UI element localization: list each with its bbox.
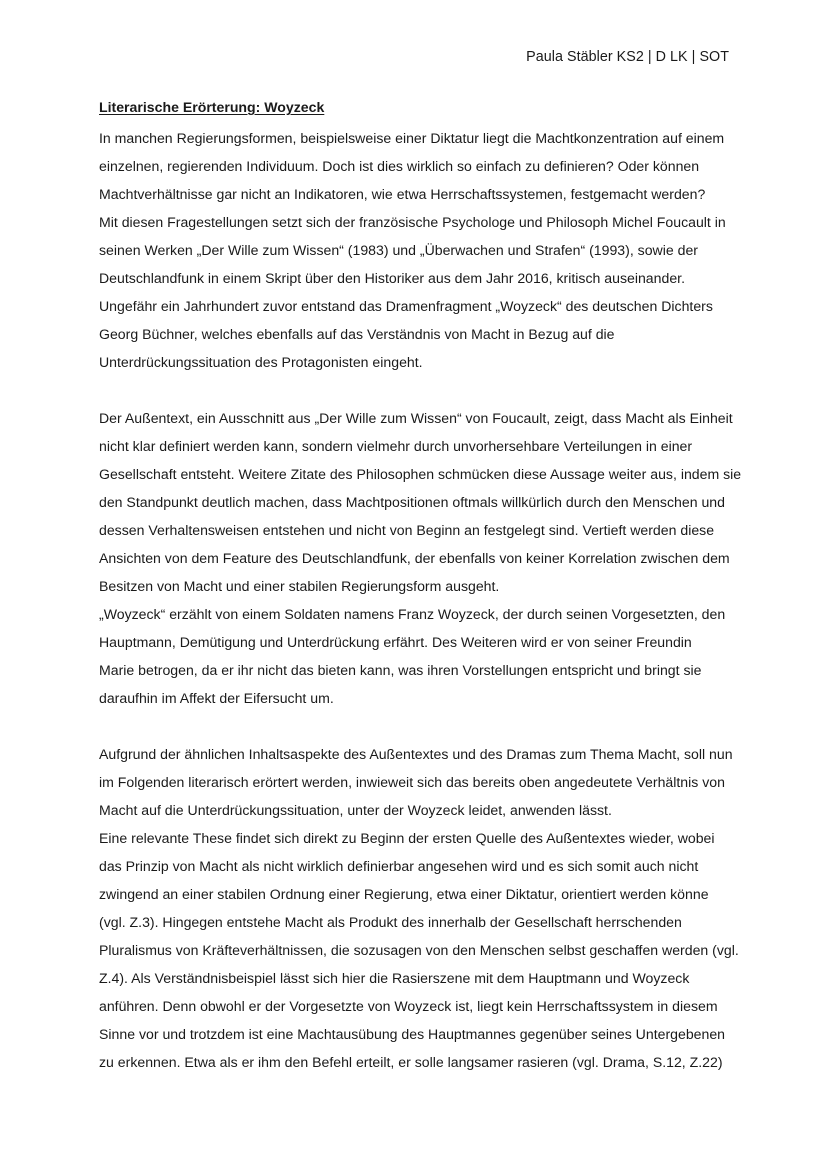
document-title: Literarische Erörterung: Woyzeck: [99, 99, 325, 115]
text-line: Mit diesen Fragestellungen setzt sich der französische Psychologe und Philosoph Michel Foucault in: [99, 214, 726, 230]
text-line: Macht auf die Unterdrückungssituation, unter der Woyzeck leidet, anwenden lässt.: [99, 802, 612, 818]
text-line: Der Außentext, ein Ausschnitt aus „Der Wille zum Wissen“ von Foucault, zeigt, dass Macht als Einheit: [99, 410, 733, 426]
text-line: den Standpunkt deutlich machen, dass Machtpositionen oftmals willkürlich durch den Menschen und: [99, 494, 725, 510]
paragraph-spacer: [99, 712, 739, 740]
text-line: Georg Büchner, welches ebenfalls auf das Verständnis von Macht in Bezug auf die: [99, 326, 615, 342]
text-line: Ungefähr ein Jahrhundert zuvor entstand das Dramenfragment „Woyzeck“ des deutschen Dichters: [99, 298, 713, 314]
text-line: Deutschlandfunk in einem Skript über den Historiker aus dem Jahr 2016, kritisch auseinander.: [99, 270, 685, 286]
text-line: Besitzen von Macht und einer stabilen Regierungsform ausgeht.: [99, 578, 500, 594]
paragraph-spacer: [99, 376, 739, 404]
text-line: Sinne vor und trotzdem ist eine Machtausübung des Hauptmannes gegenüber seines Untergebenen: [99, 1026, 726, 1042]
text-line: Unterdrückungssituation des Protagonisten eingeht.: [99, 354, 423, 370]
text-line: einzelnen, regierenden Individuum. Doch ist dies wirklich so einfach zu definieren? Oder können: [99, 158, 700, 174]
paragraph-discussion: [99, 740, 739, 1076]
text-line: In manchen Regierungsformen, beispielsweise einer Diktatur liegt die Machtkonzentration auf einem: [99, 130, 725, 146]
text-line: Marie betrogen, da er ihr nicht das bieten kann, was ihren Vorstellungen entspricht und bringt sie: [99, 662, 702, 678]
text-line: dessen Verhaltensweisen entstehen und nicht von Beginn an festgelegt sind. Vertieft werden diese: [99, 522, 715, 538]
text-line: (vgl. Z.3). Hingegen entstehe Macht als Produkt des innerhalb der Gesellschaft herrschenden: [99, 914, 682, 930]
text-line: Ansichten von dem Feature des Deutschlandfunk, der ebenfalls von keiner Korrelation zwischen dem: [99, 550, 730, 566]
text-line: daraufhin im Affekt der Eifersucht um.: [99, 690, 334, 706]
text-line: das Prinzip von Macht als nicht wirklich definierbar angesehen wird und es sich somit auch nicht: [99, 858, 699, 874]
text-line: zu erkennen. Etwa als er ihm den Befehl erteilt, er solle langsamer rasieren (vgl. Drama, S.12, Z.22): [99, 1054, 723, 1070]
text-line: Hauptmann, Demütigung und Unterdrückung erfährt. Des Weiteren wird er von seiner Freundin: [99, 634, 692, 650]
text-line: Machtverhältnisse gar nicht an Indikatoren, wie etwa Herrschaftssystemen, festgemacht werden?: [99, 186, 706, 202]
text-line: Aufgrund der ähnlichen Inhaltsaspekte des Außentextes und des Dramas zum Thema Macht, soll nun: [99, 746, 733, 762]
text-line: zwingend an einer stabilen Ordnung einer Regierung, etwa einer Diktatur, orientiert werden könne: [99, 886, 709, 902]
header-author-course: Paula Stäbler KS2 | D LK | SOT: [526, 49, 729, 65]
text-line: Gesellschaft entsteht. Weitere Zitate des Philosophen schmücken diese Aussage weiter aus, indem sie: [99, 466, 742, 482]
text-line: im Folgenden literarisch erörtert werden, inwieweit sich das bereits oben angedeutete Verhältnis von: [99, 774, 725, 790]
text-line: Eine relevante These findet sich direkt zu Beginn der ersten Quelle des Außentextes wieder, wobei: [99, 830, 715, 846]
document-body: [99, 99, 742, 1076]
text-line: Pluralismus von Kräfteverhältnissen, die sozusagen von den Menschen selbst geschaffen werden (vgl.: [99, 942, 739, 958]
text-line: anführen. Denn obwohl er der Vorgesetzte von Woyzeck ist, liegt kein Herrschaftssystem in diesem: [99, 998, 718, 1014]
text-line: seinen Werken „Der Wille zum Wissen“ (1983) und „Überwachen und Strafen“ (1993), sowie der: [99, 242, 698, 258]
paragraph-introduction: [99, 124, 739, 376]
text-line: nicht klar definiert werden kann, sondern vielmehr durch unvorhersehbare Verteilungen in einer: [99, 438, 693, 454]
text-line: „Woyzeck“ erzählt von einem Soldaten namens Franz Woyzeck, der durch seinen Vorgesetzten, den: [99, 606, 726, 622]
paragraph-summary: [99, 404, 742, 712]
text-line: Z.4). Als Verständnisbeispiel lässt sich hier die Rasierszene mit dem Hauptmann und Woyzeck: [99, 970, 690, 986]
